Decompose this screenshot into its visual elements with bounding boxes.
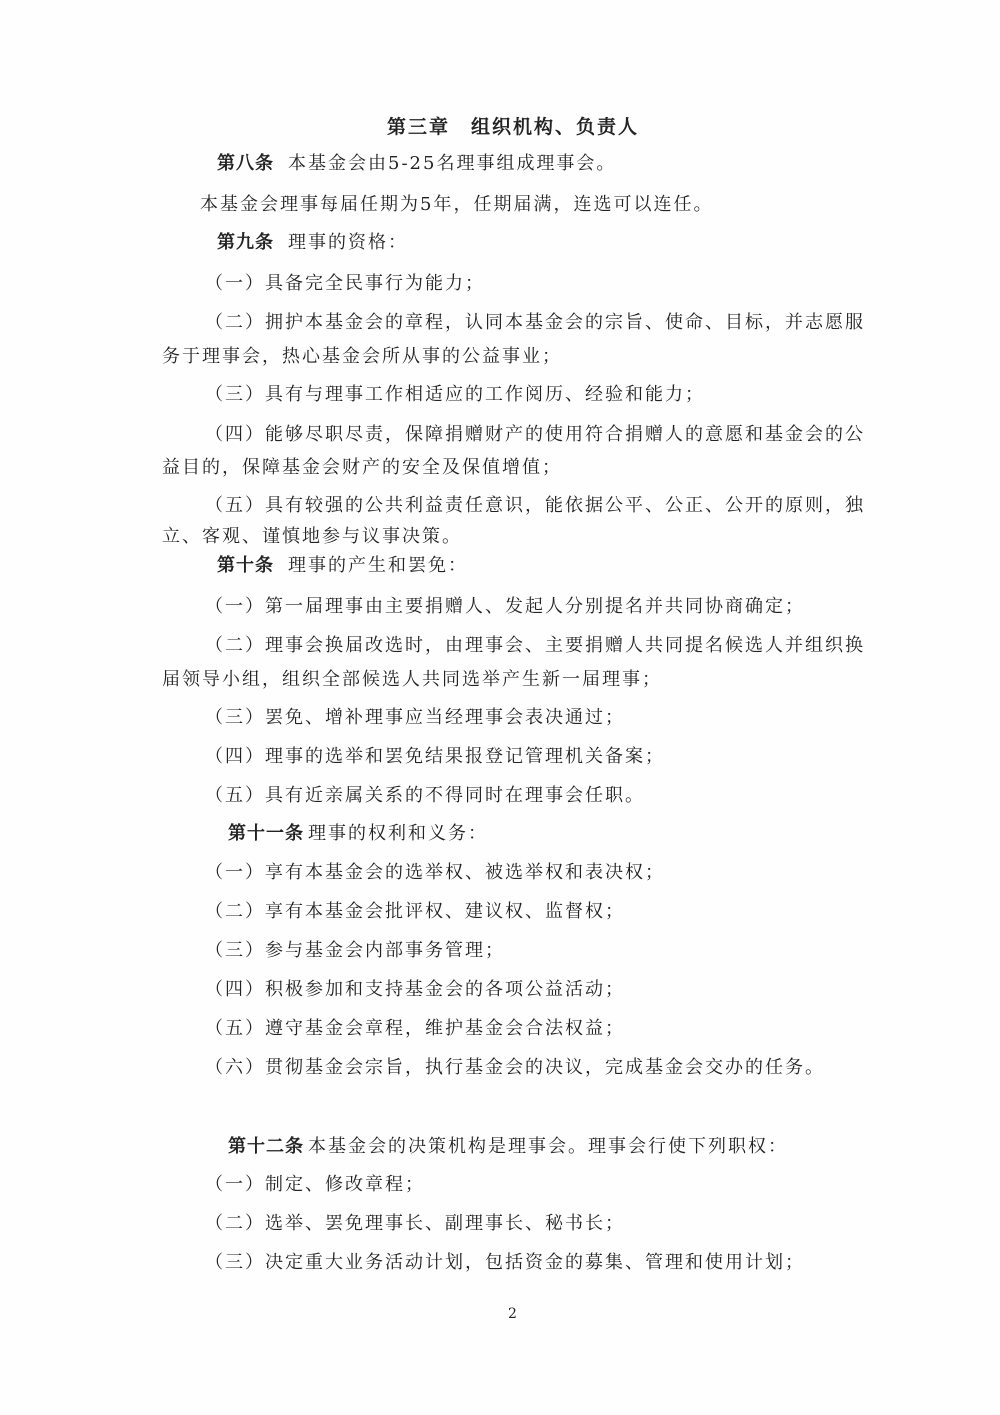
article-10-text: 理事的产生和罢免： — [288, 555, 468, 576]
article-10-item: （五）具有近亲属关系的不得同时在理事会任职。 — [205, 785, 645, 806]
article-11-item: （三）参与基金会内部事务管理； — [205, 940, 505, 961]
article-8-heading: 第八条 — [217, 153, 274, 174]
article-9-item: 立、客观、谨慎地参与议事决策。 — [162, 526, 462, 547]
article-9-item: 务于理事会，热心基金会所从事的公益事业； — [162, 346, 562, 367]
article-12-item: （一）制定、修改章程； — [205, 1174, 425, 1195]
article-10 — [217, 554, 468, 578]
article-11-item: （六）贯彻基金会宗旨，执行基金会的决议，完成基金会交办的任务。 — [205, 1057, 825, 1078]
article-9-item: （一）具备完全民事行为能力； — [205, 273, 485, 294]
article-10-item: （四）理事的选举和罢免结果报登记管理机关备案； — [205, 746, 665, 767]
article-11-text: 理事的权利和义务： — [308, 823, 488, 844]
article-10-item: （三）罢免、增补理事应当经理事会表决通过； — [205, 707, 625, 728]
article-9-text: 理事的资格： — [288, 232, 408, 253]
article-11-item: （四）积极参加和支持基金会的各项公益活动； — [205, 979, 625, 1000]
article-8-para2: 本基金会理事每届任期为5年，任期届满，连选可以连任。 — [200, 194, 714, 215]
article-12-item: （三）决定重大业务活动计划，包括资金的募集、管理和使用计划； — [205, 1252, 805, 1273]
article-10-heading: 第十条 — [217, 555, 274, 576]
article-9-item: （四）能够尽职尽责，保障捐赠财产的使用符合捐赠人的意愿和基金会的公 — [205, 424, 865, 445]
article-10-item: （二）理事会换届改选时，由理事会、主要捐赠人共同提名候选人并组织换 — [205, 635, 865, 656]
article-9 — [217, 231, 408, 255]
article-11 — [228, 822, 488, 846]
article-12 — [228, 1135, 788, 1159]
article-12-heading: 第十二条 — [228, 1136, 304, 1157]
article-9-item: （三）具有与理事工作相适应的工作阅历、经验和能力； — [205, 384, 705, 405]
article-10-item: （一）第一届理事由主要捐赠人、发起人分别提名并共同协商确定； — [205, 596, 805, 617]
article-8 — [217, 152, 616, 176]
article-11-item: （一）享有本基金会的选举权、被选举权和表决权； — [205, 862, 665, 883]
article-9-item: （五）具有较强的公共利益责任意识，能依据公平、公正、公开的原则，独 — [205, 495, 865, 516]
article-12-text: 本基金会的决策机构是理事会。理事会行使下列职权： — [308, 1136, 788, 1157]
article-9-heading: 第九条 — [217, 232, 274, 253]
article-11-heading: 第十一条 — [228, 823, 304, 844]
chapter-title: 第三章 组织机构、负责人 — [387, 116, 640, 138]
article-9-item: （二）拥护本基金会的章程，认同本基金会的宗旨、使命、目标，并志愿服 — [205, 312, 865, 333]
article-9-item: 益目的，保障基金会财产的安全及保值增值； — [162, 457, 562, 478]
article-11-item: （五）遵守基金会章程，维护基金会合法权益； — [205, 1018, 625, 1039]
article-11-item: （二）享有本基金会批评权、建议权、监督权； — [205, 901, 625, 922]
article-8-text: 本基金会由5-25名理事组成理事会。 — [288, 153, 617, 174]
page-number: 2 — [508, 1306, 517, 1322]
article-12-item: （二）选举、罢免理事长、副理事长、秘书长； — [205, 1213, 625, 1234]
article-10-item: 届领导小组，组织全部候选人共同选举产生新一届理事； — [162, 669, 662, 690]
